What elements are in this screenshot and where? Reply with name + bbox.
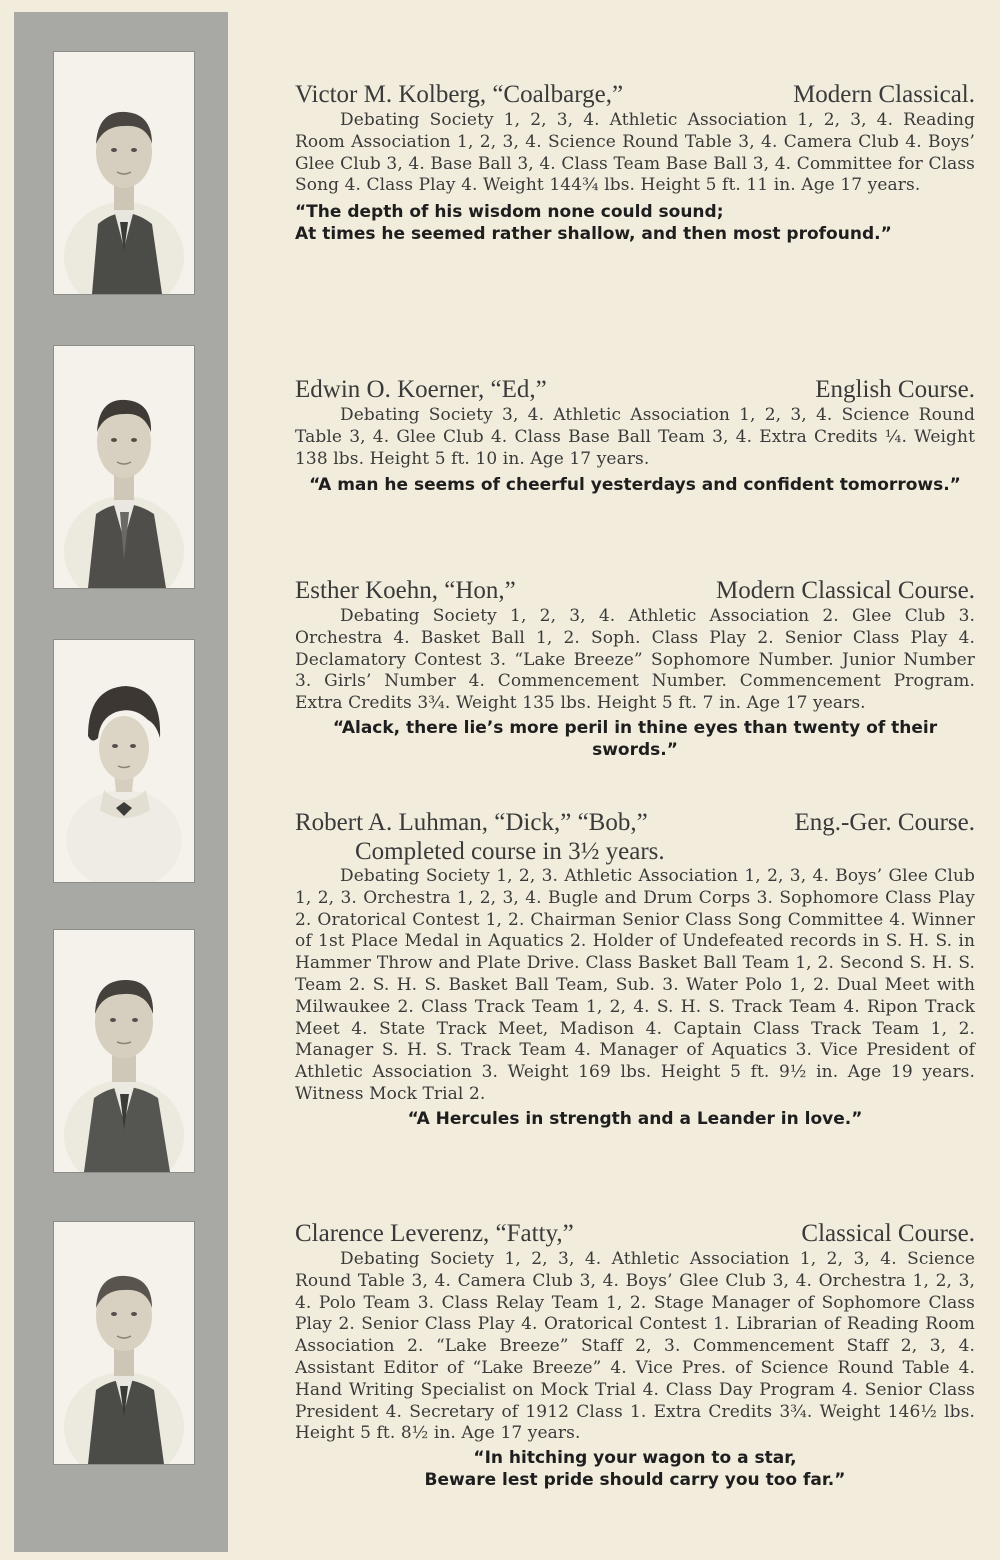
course-name: Modern Classical Course.: [716, 577, 975, 604]
student-entry: [295, 80, 975, 245]
student-quote: “The depth of his wisdom none could sound; At times he seemed rather shallow, and then most profound.”: [295, 202, 892, 245]
portrait-photo: [54, 1222, 194, 1464]
course-name: Eng.-Ger. Course.: [794, 809, 975, 836]
portrait-male-icon: [54, 1222, 194, 1464]
portrait-male-icon: [54, 52, 194, 294]
entry-note: Completed course in 3½ years.: [355, 838, 665, 865]
student-entry: [295, 808, 975, 1130]
activities-text: Debating Society 1, 2, 3. Athletic Association 1, 2, 3, 4. Boys’ Glee Club 1, 2, 3. Orchestra 1, 2, 3, 4. Bugle and Drum Corps 3. Sophomore Class Play 2. Oratorical Contest 1, 2. Chairman Senior Class Song Committee 4. Winner of 1st Place Medal in Aquatics 2. Holder of Undefeated records in S. H. S. in Hammer Throw and Plate Drive. Class Basket Ball Team 1, 2. Second S. H. S. Team 2. S. H. S. Basket Ball Team, Sub. 3. Water Polo 1, 2. Dual Meet with Milwaukee 2. Class Track Team 1, 2, 4. S. H. S. Track Team 4. Ripon Track Meet 4. State Track Meet, Madison 4. Captain Class Track Team 1, 2. Manager S. H. S. Track Team 4. Manager of Aquatics 3. Vice President of Athletic Association 3. Weight 169 lbs. Height 5 ft. 9½ in. Age 19 years. Witness Mock Trial 2.: [295, 866, 975, 1104]
portrait-photo: [54, 52, 194, 294]
student-name: Clarence Leverenz, “Fatty,”: [295, 1220, 574, 1247]
portrait-female-icon: [54, 640, 194, 882]
student-entry: [295, 375, 975, 496]
entry-header: [295, 1219, 975, 1249]
portrait-photo: [54, 640, 194, 882]
entry-header: [295, 808, 975, 838]
portrait-photo: [54, 346, 194, 588]
student-name: Robert A. Luhman, “Dick,” “Bob,”: [295, 809, 648, 836]
student-name: Edwin O. Koerner, “Ed,”: [295, 376, 547, 403]
course-name: English Course.: [815, 376, 975, 403]
activities-text: Debating Society 3, 4. Athletic Association 1, 2, 3, 4. Science Round Table 3, 4. Glee Club 4. Class Base Ball Team 3, 4. Extra Credits ¼. Weight 138 lbs. Height 5 ft. 10 in. Age 17 years.: [295, 405, 975, 469]
student-name: Esther Koehn, “Hon,”: [295, 577, 516, 604]
portrait-male-icon: [54, 930, 194, 1172]
entry-header: [295, 375, 975, 405]
activities-text: Debating Society 1, 2, 3, 4. Athletic Association 1, 2, 3, 4. Science Round Table 3, 4. Camera Club 3, 4. Boys’ Glee Club 3, 4. Orchestra 1, 2, 3, 4. Polo Team 3. Class Relay Team 1, 2. Stage Manager of Sophomore Class Play 2. Senior Class Play 4. Oratorical Contest 1. Librarian of Reading Room Association 2. “Lake Breeze” Staff 2, 3. Commencement Staff 2, 3, 4. Assistant Editor of “Lake Breeze” 4. Vice Pres. of Science Round Table 4. Hand Writing Specialist on Mock Trial 4. Class Day Program 4. Senior Class President 4. Secretary of 1912 Class 1. Extra Credits 3¾. Weight 146½ lbs. Height 5 ft. 8½ in. Age 17 years.: [295, 1249, 975, 1444]
course-name: Modern Classical.: [793, 81, 975, 108]
activities-text: Debating Society 1, 2, 3, 4. Athletic Association 1, 2, 3, 4. Reading Room Association 1, 2, 3, 4. Science Round Table 3, 4. Camera Club 4. Boys’ Glee Club 3, 4. Base Ball 3, 4. Class Team Base Ball 3, 4. Committee for Class Song 4. Class Play 4. Weight 144¾ lbs. Height 5 ft. 11 in. Age 17 years.: [295, 110, 975, 196]
entry-header: [295, 80, 975, 110]
student-name: Victor M. Kolberg, “Coalbarge,”: [295, 81, 624, 108]
student-quote: “Alack, there lie’s more peril in thine eyes than twenty of their swords.”: [332, 717, 938, 760]
portrait-photo: [54, 930, 194, 1172]
entry-header: [295, 576, 975, 606]
student-entry: [295, 576, 975, 761]
course-name: Classical Course.: [801, 1220, 975, 1247]
student-quote: “A Hercules in strength and a Leander in love.”: [407, 1108, 863, 1129]
activities-text: Debating Society 1, 2, 3, 4. Athletic Association 2. Glee Club 3. Orchestra 4. Basket Ball 1, 2. Soph. Class Play 2. Senior Class Play 4. Declamatory Contest 3. “Lake Breeze” Sophomore Number. Junior Number 3. Girls’ Number 4. Commencement Number. Commencement Program. Extra Credits 3¾. Weight 135 lbs. Height 5 ft. 7 in. Age 17 years.: [295, 606, 975, 714]
student-quote: “A man he seems of cheerful yesterdays and confident tomorrows.”: [309, 475, 961, 496]
portrait-male-icon: [54, 346, 194, 588]
student-entry: [295, 1219, 975, 1491]
student-quote: “In hitching your wagon to a star, Beware lest pride should carry you too far.”: [424, 1448, 846, 1491]
